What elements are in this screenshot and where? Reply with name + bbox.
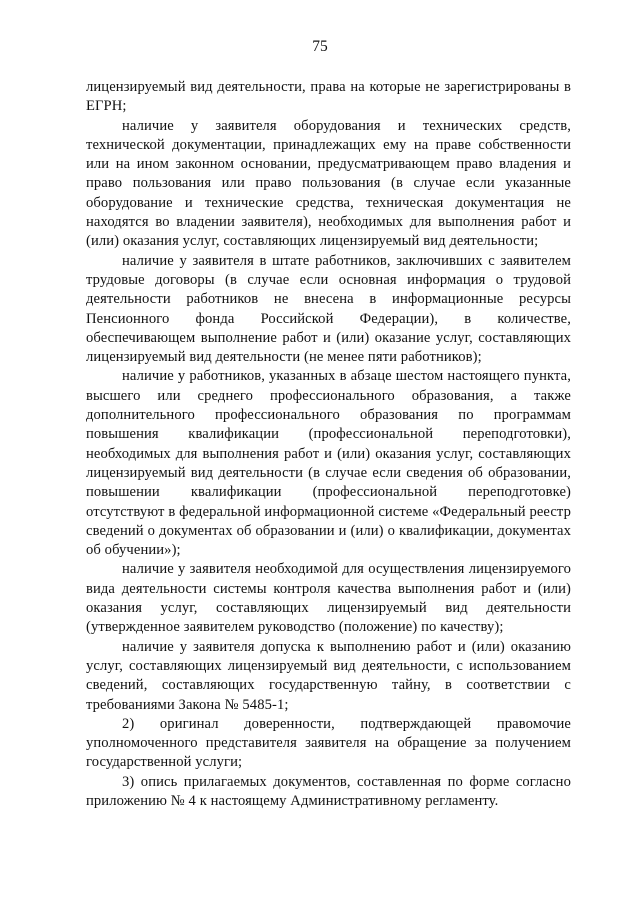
paragraph-education: наличие у работников, указанных в абзаце шестом настоящего пункта, высшего или среднего профессионального образования, а также дополнительного профессионального образования по программам повышения квалификации (профессиональной переподготовки), необходимых для выполнения работ и (или) оказания услуг, составляющих лицензируемый вид деятельности (в случае если сведения об образовании, повышении квалификации (профессиональной переподготовке) отсутствуют в федеральной информационной системе «Федеральный реестр сведений о документах об образовании и (или) о квалификации, документах об обучении»); — [86, 368, 571, 559]
paragraph-state-secret-access: наличие у заявителя допуска к выполнению работ и (или) оказанию услуг, составляющих лицензируемый вид деятельности, с использованием сведений, составляющих государственную тайну, в соответствии с требованиями Закона № 5485-1; — [86, 638, 571, 713]
paragraph-staff: наличие у заявителя в штате работников, заключивших с заявителем трудовые договоры (в случае если основная информация о трудовой деятельности работников не внесена в информационные ресурсы Пенсионного фонда Российской Федерации), в количестве, обеспечивающем выполнение работ и (или) оказание услуг, составляющих лицензируемый вид деятельности (не менее пяти работников); — [86, 252, 571, 366]
paragraph-power-of-attorney: 2) оригинал доверенности, подтверждающей правомочие уполномоченного представителя заявителя на обращение за получением государственной услуги; — [86, 715, 571, 771]
paragraph-equipment: наличие у заявителя оборудования и технических средств, технической документации, принадлежащих ему на праве собственности или на ином законном основании, предусматривающем право владения и право пользования или право пользования (в случае если указанные оборудование и технические средства, техническая документация не находятся во владении заявителя), необходимых для выполнения работ и (или) оказания услуг, составляющих лицензируемый вид деятельности; — [86, 117, 571, 250]
paragraph-continuation: лицензируемый вид деятельности, права на которые не зарегистрированы в ЕГРН; — [86, 79, 571, 115]
paragraph-quality-control: наличие у заявителя необходимой для осуществления лицензируемого вида деятельности системы контроля качества выполнения работ и (или) оказания услуг, составляющих лицензируемый вид деятельности (утвержденное заявителем руководство (положение) по качеству); — [86, 561, 571, 636]
paragraph-document-inventory: 3) опись прилагаемых документов, составленная по форме согласно приложению № 4 к настоящему Административному регламенту. — [86, 773, 571, 809]
page-number: 75 — [312, 38, 328, 55]
document-body — [86, 78, 571, 811]
